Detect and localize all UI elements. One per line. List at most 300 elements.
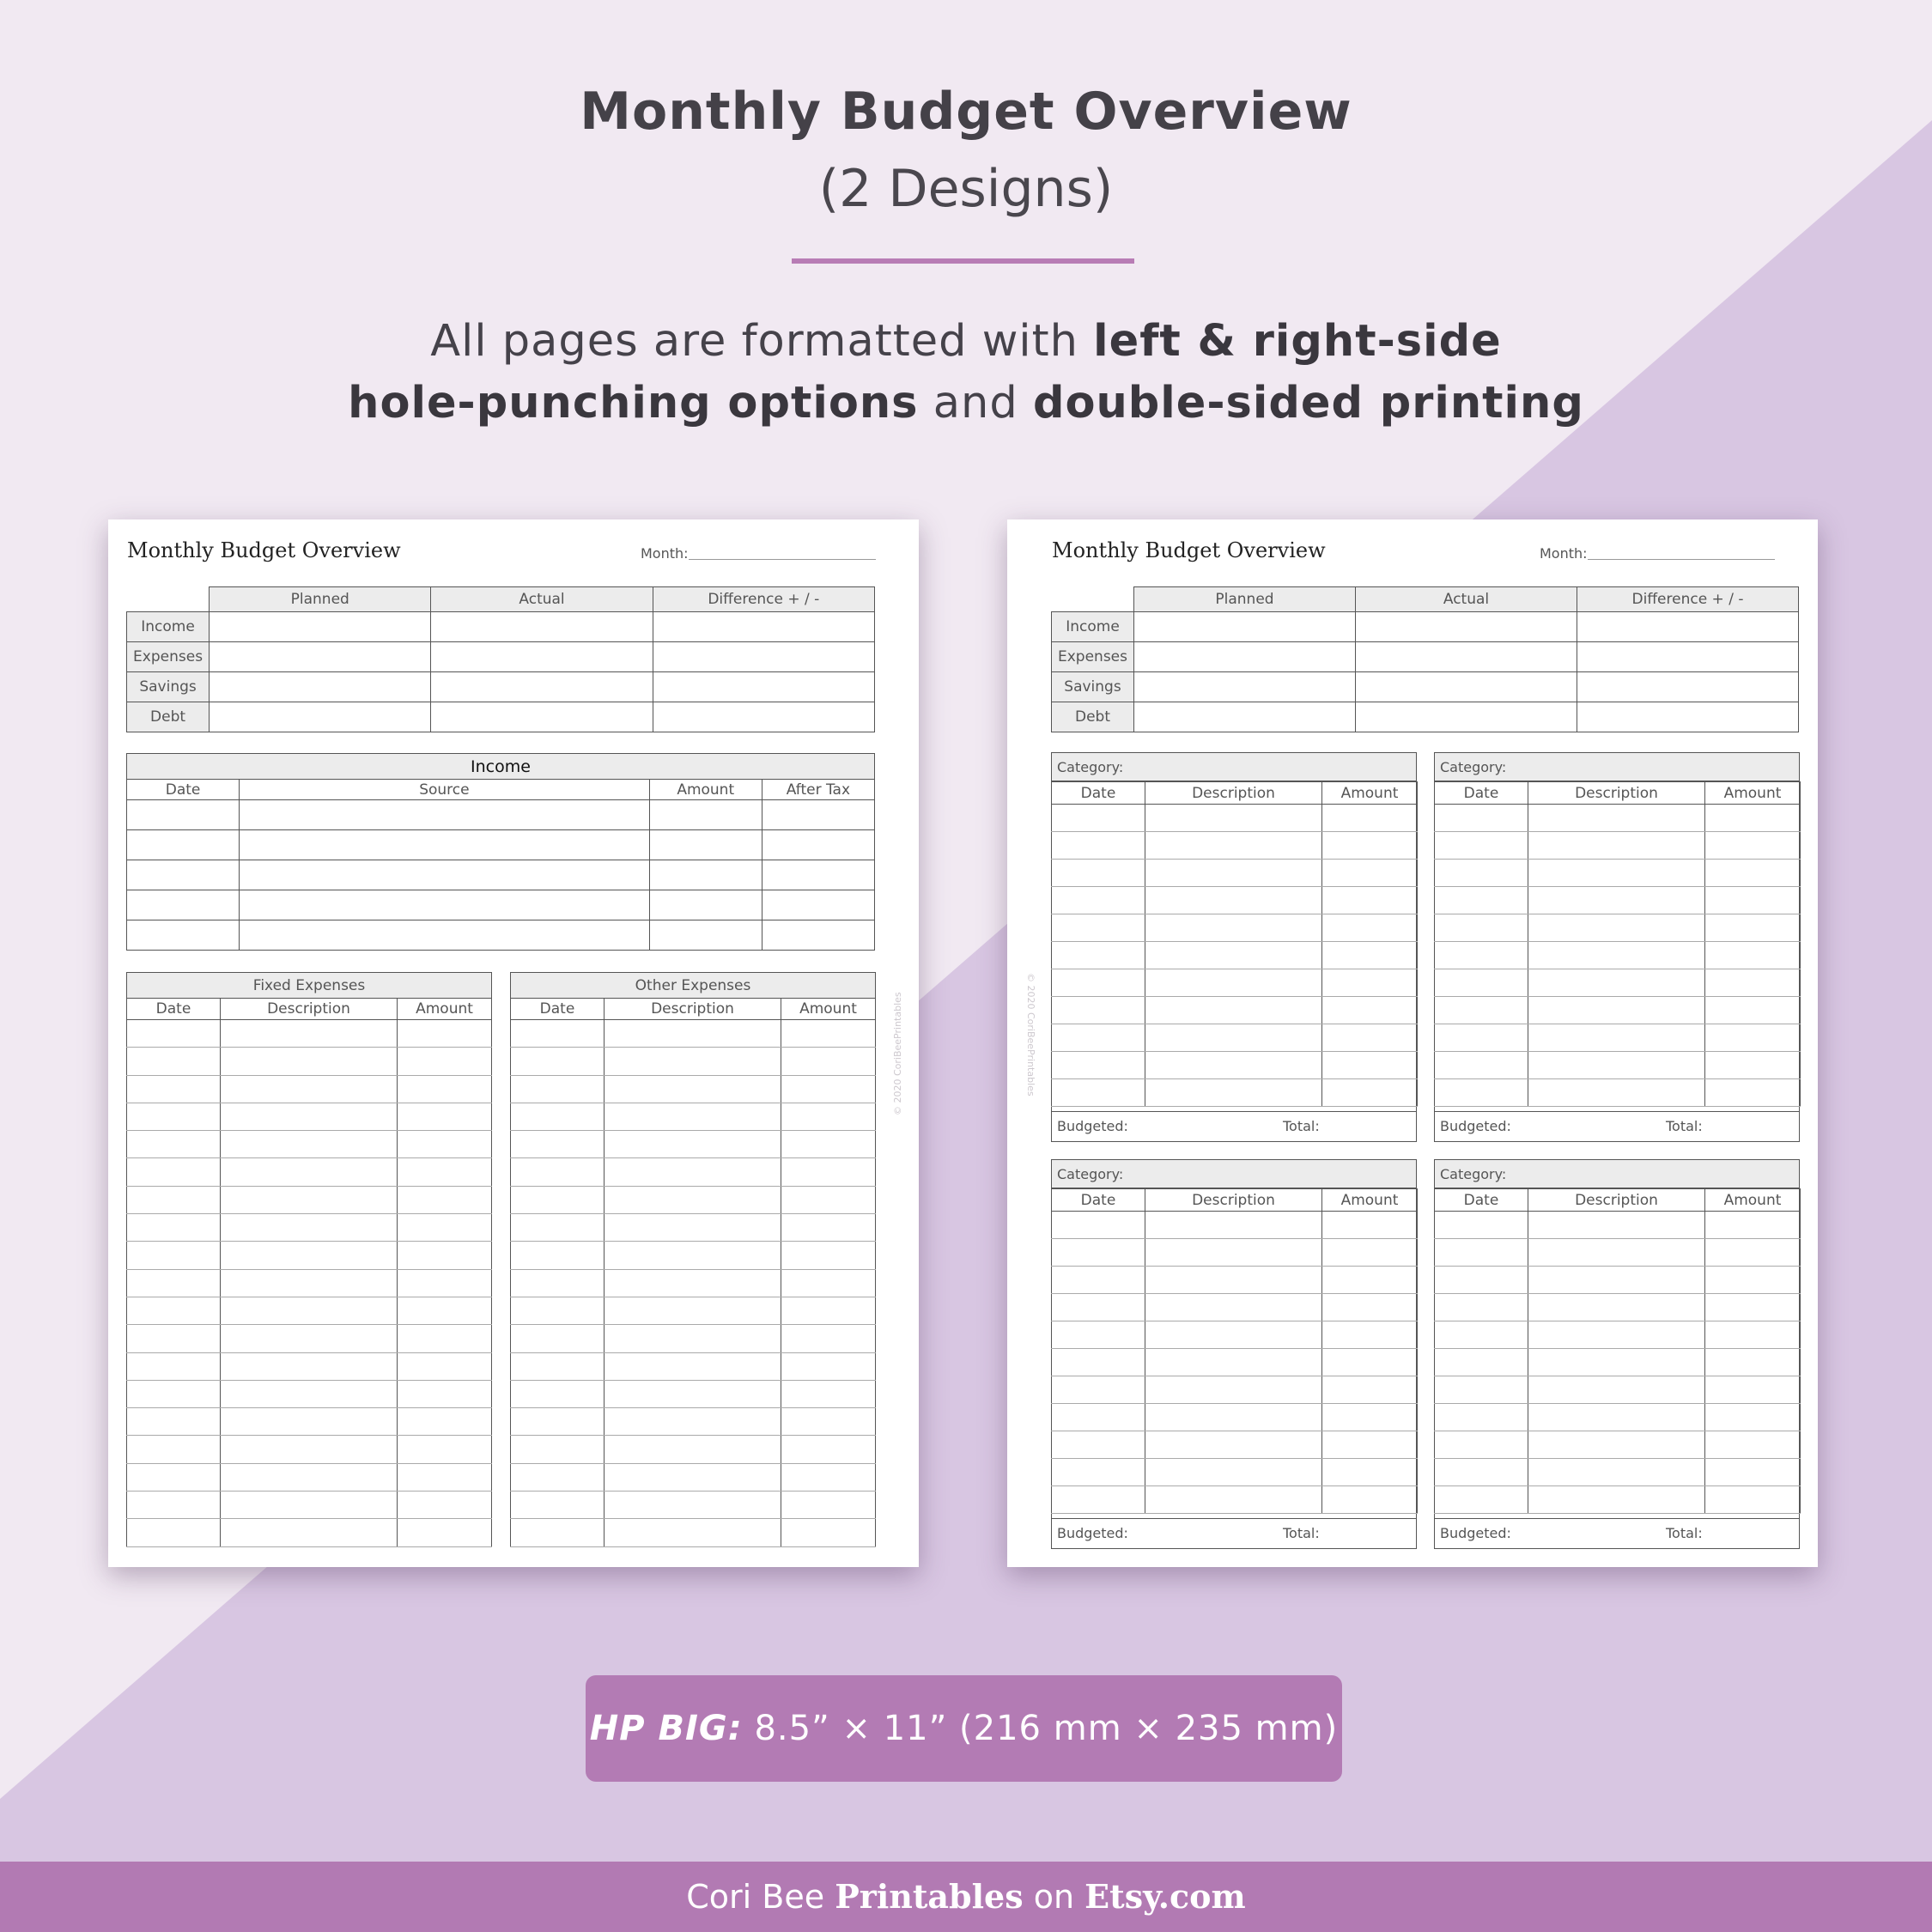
summary-row: [1052, 672, 1799, 702]
tagline-bold: left & right-side: [1093, 316, 1502, 367]
input-cell: [221, 1492, 398, 1519]
month-label: Month:: [1540, 545, 1588, 562]
input-cell: [1145, 1486, 1322, 1514]
expense-row: [127, 1408, 492, 1436]
input-cell: [1705, 1349, 1801, 1376]
column-header: Date: [127, 999, 221, 1020]
input-cell: [1528, 1052, 1705, 1079]
expense-row: [511, 1380, 876, 1407]
input-cell: [1322, 1349, 1418, 1376]
row-label: Expenses: [127, 642, 210, 672]
input-cell: [1356, 612, 1577, 642]
column-header: Amount: [1705, 1189, 1801, 1212]
input-cell: [605, 1020, 781, 1048]
input-cell: [431, 672, 653, 702]
category-table: [1051, 781, 1418, 1107]
expense-row: [127, 1242, 492, 1269]
input-cell: [221, 1131, 398, 1158]
category-label: Category:: [1052, 753, 1416, 781]
input-cell: [398, 1020, 492, 1048]
input-cell: [127, 1131, 221, 1158]
input-cell: [1322, 1321, 1418, 1349]
input-cell: [221, 1408, 398, 1436]
expense-row: [127, 1103, 492, 1130]
category-row: [1052, 914, 1418, 942]
input-cell: [781, 1048, 876, 1075]
input-cell: [1528, 1376, 1705, 1404]
input-cell: [1322, 805, 1418, 832]
category-table: [1434, 1188, 1801, 1514]
input-cell: [1052, 1376, 1145, 1404]
input-cell: [1705, 1486, 1801, 1514]
input-cell: [127, 860, 240, 890]
input-cell: [1145, 805, 1322, 832]
input-cell: [1052, 997, 1145, 1024]
input-cell: [221, 1242, 398, 1269]
input-cell: [1322, 1239, 1418, 1267]
category-row: [1052, 1459, 1418, 1486]
summary-row: [127, 642, 875, 672]
category-row: [1052, 969, 1418, 997]
expense-row: [127, 1492, 492, 1519]
input-cell: [1528, 1294, 1705, 1321]
category-row: [1435, 860, 1801, 887]
expense-row: [511, 1436, 876, 1463]
category-row: [1435, 1079, 1801, 1107]
category-row: [1435, 887, 1801, 914]
column-header: Amount: [1705, 782, 1801, 805]
input-cell: [1528, 1486, 1705, 1514]
input-cell: [511, 1158, 605, 1186]
input-cell: [1528, 942, 1705, 969]
input-cell: [511, 1325, 605, 1352]
input-cell: [511, 1380, 605, 1407]
input-cell: [1528, 805, 1705, 832]
input-cell: [1145, 1404, 1322, 1431]
expense-row: [511, 1075, 876, 1103]
category-header-row: [1052, 1189, 1418, 1212]
input-cell: [221, 1380, 398, 1407]
input-cell: [1435, 1052, 1528, 1079]
input-cell: [1052, 1079, 1145, 1107]
tagline-line-1: [0, 316, 1932, 367]
expense-row: [127, 1519, 492, 1546]
input-cell: [1435, 887, 1528, 914]
income-row: [127, 890, 875, 920]
input-cell: [1322, 1459, 1418, 1486]
expense-row: [127, 1436, 492, 1463]
input-cell: [127, 1519, 221, 1546]
input-cell: [605, 1214, 781, 1242]
input-cell: [127, 1269, 221, 1297]
sheet-title: Monthly Budget Overview: [1052, 538, 1326, 562]
input-cell: [511, 1297, 605, 1324]
input-cell: [653, 642, 874, 672]
input-cell: [762, 890, 874, 920]
expense-row: [127, 1075, 492, 1103]
input-cell: [1577, 702, 1799, 732]
input-cell: [605, 1325, 781, 1352]
input-cell: [511, 1463, 605, 1491]
expense-title-row: [127, 973, 492, 999]
category-row: [1435, 942, 1801, 969]
input-cell: [1577, 642, 1799, 672]
category-row: [1052, 1267, 1418, 1294]
expense-row: [511, 1492, 876, 1519]
footer-site: Etsy.com: [1084, 1877, 1246, 1916]
input-cell: [1435, 997, 1528, 1024]
input-cell: [431, 642, 653, 672]
input-cell: [781, 1463, 876, 1491]
empty-cell: [1052, 587, 1134, 612]
input-cell: [431, 702, 653, 732]
category-row: [1435, 1052, 1801, 1079]
input-cell: [1435, 805, 1528, 832]
input-cell: [398, 1103, 492, 1130]
input-cell: [1145, 914, 1322, 942]
input-cell: [127, 890, 240, 920]
input-cell: [210, 672, 431, 702]
input-cell: [221, 1463, 398, 1491]
input-cell: [398, 1075, 492, 1103]
input-cell: [1134, 702, 1356, 732]
category-label: Category:: [1435, 753, 1799, 781]
input-cell: [1145, 1212, 1322, 1239]
input-cell: [649, 830, 762, 860]
summary-header-row: [127, 587, 875, 612]
input-cell: [511, 1352, 605, 1380]
row-label: Debt: [1052, 702, 1134, 732]
input-cell: [511, 1408, 605, 1436]
expense-row: [511, 1214, 876, 1242]
summary-table: [1051, 586, 1799, 732]
input-cell: [653, 672, 874, 702]
category-box: [1434, 1159, 1800, 1549]
expense-row: [127, 1158, 492, 1186]
total-label: Total:: [1666, 1118, 1703, 1134]
input-cell: [240, 860, 650, 890]
input-cell: [781, 1020, 876, 1048]
input-cell: [781, 1269, 876, 1297]
input-cell: [221, 1352, 398, 1380]
category-table: [1051, 1188, 1418, 1514]
expense-title-row: [511, 973, 876, 999]
row-label: Savings: [1052, 672, 1134, 702]
input-cell: [1322, 914, 1418, 942]
category-row: [1435, 1239, 1801, 1267]
expense-row: [127, 1048, 492, 1075]
category-row: [1435, 1349, 1801, 1376]
summary-header-row: [1052, 587, 1799, 612]
category-row: [1435, 1267, 1801, 1294]
income-title: Income: [127, 754, 875, 780]
input-cell: [781, 1352, 876, 1380]
category-row: [1052, 1239, 1418, 1267]
input-cell: [1052, 1321, 1145, 1349]
input-cell: [1052, 1267, 1145, 1294]
expense-row: [127, 1131, 492, 1158]
input-cell: [240, 800, 650, 830]
input-cell: [605, 1158, 781, 1186]
input-cell: [1134, 612, 1356, 642]
input-cell: [605, 1242, 781, 1269]
income-header-row: [127, 780, 875, 800]
input-cell: [1528, 1321, 1705, 1349]
input-cell: [781, 1519, 876, 1546]
input-cell: [781, 1214, 876, 1242]
input-cell: [1705, 860, 1801, 887]
input-cell: [781, 1380, 876, 1407]
expense-row: [511, 1131, 876, 1158]
input-cell: [1322, 1024, 1418, 1052]
input-cell: [605, 1075, 781, 1103]
input-cell: [1435, 1294, 1528, 1321]
input-cell: [1052, 1486, 1145, 1514]
summary-row: [1052, 702, 1799, 732]
summary-row: [1052, 642, 1799, 672]
expense-header-row: [511, 999, 876, 1020]
month-field: [689, 559, 876, 560]
expense-row: [511, 1297, 876, 1324]
input-cell: [1145, 942, 1322, 969]
input-cell: [398, 1297, 492, 1324]
input-cell: [1322, 860, 1418, 887]
input-cell: [1052, 1459, 1145, 1486]
input-cell: [398, 1436, 492, 1463]
input-cell: [605, 1463, 781, 1491]
category-label: Category:: [1435, 1160, 1799, 1188]
input-cell: [398, 1380, 492, 1407]
category-header-row: [1435, 1189, 1801, 1212]
expense-row: [511, 1158, 876, 1186]
footer-brand-bold: Printables: [835, 1877, 1024, 1916]
input-cell: [1705, 969, 1801, 997]
input-cell: [1145, 1024, 1322, 1052]
income-row: [127, 830, 875, 860]
category-row: [1052, 1431, 1418, 1459]
input-cell: [127, 830, 240, 860]
budgeted-label: Budgeted:: [1057, 1525, 1128, 1541]
input-cell: [1052, 1294, 1145, 1321]
category-row: [1052, 942, 1418, 969]
input-cell: [1705, 1212, 1801, 1239]
budgeted-label: Budgeted:: [1057, 1118, 1128, 1134]
input-cell: [1705, 942, 1801, 969]
input-cell: [398, 1352, 492, 1380]
column-header: Amount: [398, 999, 492, 1020]
input-cell: [511, 1269, 605, 1297]
input-cell: [1356, 702, 1577, 732]
category-row: [1435, 1459, 1801, 1486]
input-cell: [1705, 1052, 1801, 1079]
input-cell: [1705, 832, 1801, 860]
input-cell: [1052, 1431, 1145, 1459]
input-cell: [127, 800, 240, 830]
input-cell: [1052, 942, 1145, 969]
input-cell: [398, 1242, 492, 1269]
input-cell: [781, 1103, 876, 1130]
input-cell: [762, 860, 874, 890]
input-cell: [398, 1519, 492, 1546]
input-cell: [762, 920, 874, 951]
input-cell: [1705, 1024, 1801, 1052]
design-2-sheet: [1007, 519, 1818, 1567]
input-cell: [127, 1158, 221, 1186]
input-cell: [605, 1186, 781, 1213]
input-cell: [1705, 887, 1801, 914]
input-cell: [127, 1020, 221, 1048]
input-cell: [127, 1186, 221, 1213]
column-header: Description: [1528, 1189, 1705, 1212]
input-cell: [1705, 805, 1801, 832]
input-cell: [1435, 1404, 1528, 1431]
column-header: Planned: [1134, 587, 1356, 612]
input-cell: [1528, 860, 1705, 887]
category-header-row: [1435, 782, 1801, 805]
input-cell: [1435, 914, 1528, 942]
input-cell: [1322, 1267, 1418, 1294]
category-row: [1435, 1024, 1801, 1052]
input-cell: [398, 1325, 492, 1352]
input-cell: [1052, 914, 1145, 942]
input-cell: [781, 1408, 876, 1436]
input-cell: [1528, 832, 1705, 860]
row-label: Debt: [127, 702, 210, 732]
category-row: [1052, 832, 1418, 860]
input-cell: [127, 1492, 221, 1519]
input-cell: [1528, 1404, 1705, 1431]
input-cell: [1052, 832, 1145, 860]
input-cell: [781, 1131, 876, 1158]
column-header: Amount: [1322, 782, 1418, 805]
expense-row: [127, 1269, 492, 1297]
expense-row: [127, 1325, 492, 1352]
input-cell: [1528, 887, 1705, 914]
input-cell: [1322, 1212, 1418, 1239]
input-cell: [511, 1020, 605, 1048]
expense-row: [127, 1352, 492, 1380]
input-cell: [1435, 1212, 1528, 1239]
column-header: Actual: [431, 587, 653, 612]
expense-row: [511, 1519, 876, 1546]
category-row: [1052, 805, 1418, 832]
input-cell: [1052, 1404, 1145, 1431]
input-cell: [398, 1214, 492, 1242]
input-cell: [1322, 1294, 1418, 1321]
input-cell: [398, 1492, 492, 1519]
design-1-sheet: [108, 519, 919, 1567]
input-cell: [1528, 1024, 1705, 1052]
input-cell: [511, 1492, 605, 1519]
expense-row: [127, 1186, 492, 1213]
tagline-line-2: [0, 378, 1932, 428]
category-label: Category:: [1052, 1160, 1416, 1188]
total-label: Total:: [1283, 1525, 1320, 1541]
input-cell: [605, 1436, 781, 1463]
footer-bar: [0, 1862, 1932, 1932]
input-cell: [649, 890, 762, 920]
expense-row: [127, 1214, 492, 1242]
expense-row: [511, 1463, 876, 1491]
input-cell: [781, 1075, 876, 1103]
column-header: Source: [240, 780, 650, 800]
input-cell: [221, 1020, 398, 1048]
input-cell: [240, 830, 650, 860]
category-footer: [1435, 1518, 1799, 1548]
summary-row: [127, 702, 875, 732]
input-cell: [1705, 1376, 1801, 1404]
input-cell: [221, 1048, 398, 1075]
input-cell: [1052, 887, 1145, 914]
column-header: Date: [1435, 782, 1528, 805]
input-cell: [127, 920, 240, 951]
input-cell: [511, 1186, 605, 1213]
input-cell: [1435, 942, 1528, 969]
input-cell: [1145, 1079, 1322, 1107]
input-cell: [1052, 860, 1145, 887]
size-badge: [586, 1675, 1342, 1782]
input-cell: [127, 1352, 221, 1380]
input-cell: [511, 1131, 605, 1158]
input-cell: [221, 1519, 398, 1546]
column-header: Difference + / -: [653, 587, 874, 612]
input-cell: [221, 1075, 398, 1103]
expense-row: [511, 1325, 876, 1352]
column-header: Date: [127, 780, 240, 800]
fixed-expenses-table: [126, 972, 492, 1547]
category-row: [1435, 1376, 1801, 1404]
input-cell: [1577, 672, 1799, 702]
input-cell: [1435, 1349, 1528, 1376]
input-cell: [1435, 832, 1528, 860]
column-header: Amount: [781, 999, 876, 1020]
input-cell: [605, 1131, 781, 1158]
tagline-bold: hole-punching options: [348, 378, 919, 428]
input-cell: [1528, 969, 1705, 997]
input-cell: [1052, 969, 1145, 997]
row-label: Expenses: [1052, 642, 1134, 672]
input-cell: [1705, 1079, 1801, 1107]
input-cell: [1435, 1024, 1528, 1052]
income-title-row: [127, 754, 875, 780]
summary-table: [126, 586, 875, 732]
input-cell: [398, 1408, 492, 1436]
input-cell: [398, 1048, 492, 1075]
input-cell: [605, 1048, 781, 1075]
category-row: [1052, 1052, 1418, 1079]
input-cell: [1145, 1431, 1322, 1459]
input-cell: [649, 920, 762, 951]
input-cell: [221, 1325, 398, 1352]
input-cell: [221, 1103, 398, 1130]
other-expenses-table: [510, 972, 876, 1547]
month-field: [1588, 559, 1775, 560]
input-cell: [1705, 1321, 1801, 1349]
input-cell: [1145, 1052, 1322, 1079]
category-row: [1052, 1486, 1418, 1514]
input-cell: [1322, 942, 1418, 969]
category-footer: [1052, 1518, 1416, 1548]
expense-row: [511, 1048, 876, 1075]
category-row: [1052, 1376, 1418, 1404]
category-header-row: [1052, 782, 1418, 805]
page-title: Monthly Budget Overview: [580, 82, 1352, 142]
input-cell: [240, 890, 650, 920]
category-row: [1435, 1404, 1801, 1431]
input-cell: [1705, 1459, 1801, 1486]
input-cell: [127, 1048, 221, 1075]
expense-row: [127, 1297, 492, 1324]
